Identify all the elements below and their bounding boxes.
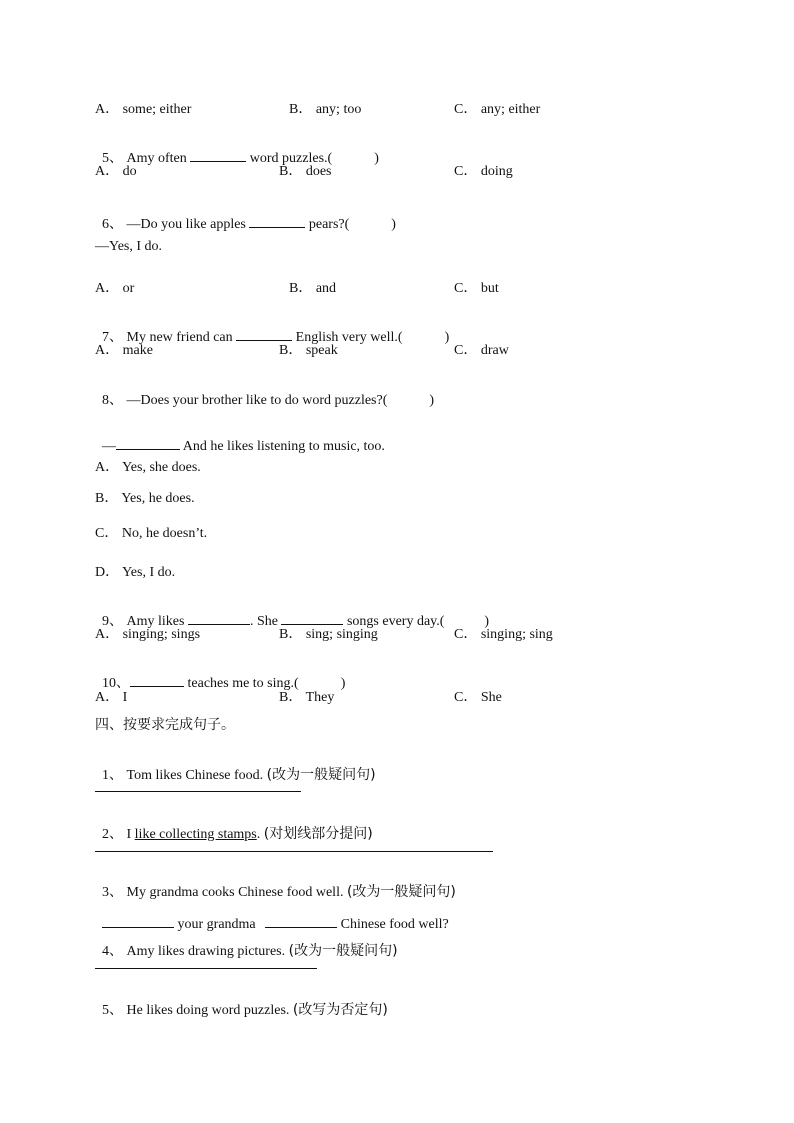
q8-option-d: D． Yes, I do. — [95, 565, 176, 580]
answer-blank[interactable] — [116, 435, 180, 450]
sentence-hint: (改为一般疑问句) — [288, 943, 398, 959]
question-text: —Do you like apples — [123, 217, 250, 232]
sentence-hint: (对划线部分提问) — [263, 826, 373, 842]
sentence-text: He likes doing word puzzles. — [123, 1003, 293, 1018]
paren-close: ) — [391, 217, 396, 232]
answer-blank[interactable] — [130, 672, 184, 687]
sentence-4 — [95, 924, 398, 961]
paren-close: ) — [374, 151, 379, 166]
paren-close: ) — [340, 676, 346, 691]
fill-text: Chinese food well? — [337, 917, 449, 932]
question-text: pears?( — [305, 217, 350, 232]
q8-answer-line — [95, 417, 385, 456]
sentence-number: 2、 — [102, 827, 123, 842]
q5-option-c: C． doing — [454, 164, 513, 179]
sentence-text: I — [123, 827, 135, 842]
question-text: . She — [249, 614, 282, 629]
q10-option-a: A． I — [95, 690, 128, 705]
sentence-text: My grandma cooks Chinese food well. — [123, 885, 347, 900]
answer-line-4[interactable] — [95, 968, 317, 969]
question-8 — [95, 374, 434, 410]
q8-option-b: B． Yes, he does. — [95, 491, 195, 506]
answer-blank[interactable] — [249, 213, 305, 228]
fill-text: your grandma — [174, 917, 260, 932]
q5-option-b: B． does — [279, 164, 332, 179]
sentence-text: Tom likes Chinese food. — [123, 768, 267, 783]
q10-option-c: C． She — [454, 690, 502, 705]
question-number: 7、 — [102, 330, 123, 345]
question-5 — [95, 129, 379, 168]
question-number: 6、 — [102, 217, 123, 232]
question-text: word puzzles.( — [246, 151, 333, 166]
paren-close: ) — [429, 393, 435, 408]
sentence-number: 4、 — [102, 944, 123, 959]
question-text: Amy likes — [123, 614, 188, 629]
sentence-text: . — [256, 827, 264, 842]
dash: — — [102, 439, 116, 454]
q8-option-c: C． No, he doesn’t. — [95, 526, 208, 541]
sentence-number: 3、 — [102, 885, 123, 900]
sentence-hint: (改写为否定句) — [292, 1002, 388, 1018]
q4-option-b: B． any; too — [289, 102, 362, 117]
q7-option-a: A． make — [95, 343, 153, 358]
q6-option-c: C． but — [454, 281, 499, 296]
question-text: songs every day.( — [343, 614, 445, 629]
sentence-1 — [95, 748, 376, 785]
paren-close: ) — [484, 614, 490, 629]
question-number: 5、 — [102, 151, 123, 166]
q7-option-b: B． speak — [279, 343, 338, 358]
q5-option-a: A． do — [95, 164, 137, 179]
question-text: —Does your brother like to do word puzzles?( — [123, 393, 388, 408]
answer-line-1[interactable] — [95, 791, 301, 792]
answer-blank[interactable] — [190, 147, 246, 162]
q9-option-a: A． singing; sings — [95, 627, 201, 642]
question-text: teaches me to sing.( — [184, 676, 299, 691]
question-text: English very well.( — [292, 330, 403, 345]
question-number: 9、 — [102, 614, 123, 629]
sentence-text: Amy likes drawing pictures. — [123, 944, 289, 959]
section-4-heading: 四、按要求完成句子。 — [95, 717, 235, 733]
sentence-number: 1、 — [102, 768, 123, 783]
sentence-hint: (改为一般疑问句) — [346, 884, 456, 900]
q6-answer: —Yes, I do. — [95, 239, 163, 254]
q8-option-a: A． Yes, she does. — [95, 460, 201, 475]
q9-option-b: B． sing; singing — [279, 627, 378, 642]
q7-option-c: C． draw — [454, 343, 509, 358]
question-6 — [95, 195, 396, 234]
q6-option-b: B． and — [289, 281, 337, 296]
question-number: 8、 — [102, 393, 123, 408]
sentence-5 — [95, 983, 388, 1020]
q9-option-c: C． singing; sing — [454, 627, 553, 642]
q4-option-a: A． some; either — [95, 102, 192, 117]
sentence-number: 5、 — [102, 1003, 123, 1018]
underlined-phrase: like collecting stamps — [134, 827, 257, 842]
question-text: Amy often — [123, 151, 191, 166]
question-number: 10、 — [102, 676, 130, 691]
sentence-2 — [95, 807, 373, 844]
question-text: My new friend can — [123, 330, 237, 345]
answer-text: And he likes listening to music, too. — [180, 439, 385, 454]
paren-close: ) — [444, 330, 450, 345]
q6-option-a: A． or — [95, 281, 135, 296]
q4-option-c: C． any; either — [454, 102, 541, 117]
sentence-hint: (改为一般疑问句) — [266, 767, 376, 783]
q10-option-b: B． They — [279, 690, 335, 705]
answer-line-2[interactable] — [95, 851, 493, 852]
